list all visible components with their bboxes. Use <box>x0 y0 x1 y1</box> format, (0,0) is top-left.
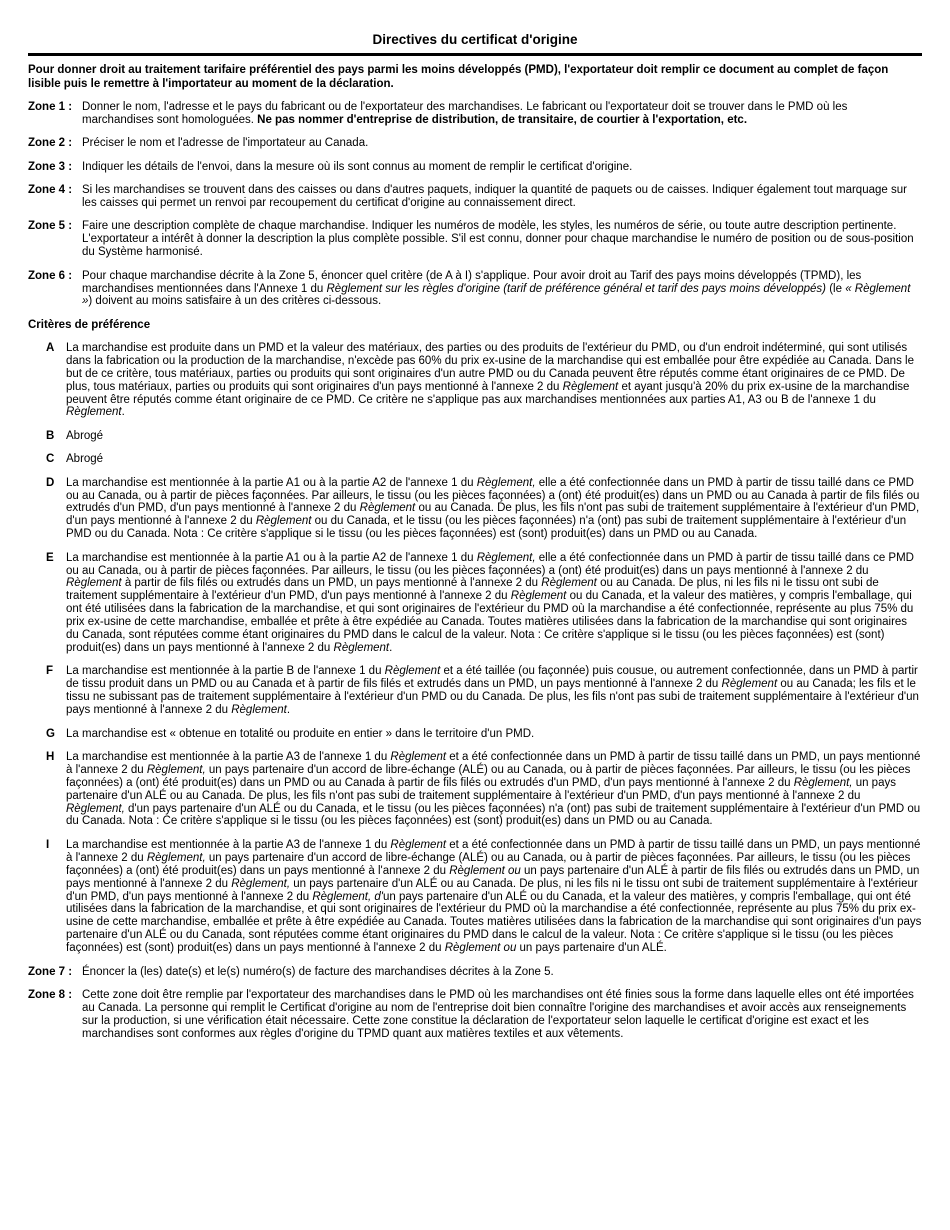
criterion-label: B <box>46 429 55 442</box>
page-title: Directives du certificat d'origine <box>372 32 578 47</box>
criterion-text: La marchandise est mentionnée à la partie A3 de l'annexe 1 du Règlement et a été confectionnée dans un PMD à partir de tissu taillé dans un PMD, un pays mentionné à l'annexe 2 du Règlement, un pays partenaire d'un accord de libre-échange (ALÉ) ou au Canada, ou à partir de pièces façonnées. Par ailleurs, le tissu (ou les pièces façonnées) a (ont) été produit(es) dans un pays mentionné à l'annexe 2 du Règlement ou un pays partenaire d'un ALÉ à partir de fils filés ou extrudés dans un PMD, un pays mentionné à l'annexe 2 du Règlement, un pays partenaire d'un ALÉ ou au Canada. De plus, ni les fils ni le tissu ont subi de traitement supplémentaire à l'extérieur d'un PMD, d'un pays mentionné à l'annexe 2 du Règlement, d'un pays partenaire d'un ALÉ ou du Canada, et la valeur des matières, y compris l'emballage, qui ont été utilisées dans la fabrication de la marchandise, et qui sont originaires de l'extérieur du PMD où la marchandise a été confectionnée, représente au plus 75% du prix ex-usine de cette marchandise, emballée et prête à être expédiée au Canada. Toutes matières utilisées dans la fabrication de la marchandise qui sont originaires d'un pays partenaire d'un ALÉ ou du Canada, sont réputées comme étant originaires du PMD dans le calcul de la valeur. Nota : Ce critère s'applique si le tissu (ou les pièces façonnées) est (sont) produit(es) dans un pays mentionné à l'annexe 2 du Règlement ou un pays partenaire d'un ALÉ. <box>66 838 922 955</box>
criterion-text: Abrogé <box>66 429 104 442</box>
criterion-label: I <box>46 838 50 851</box>
zone-text: Si les marchandises se trouvent dans des caisses ou dans d'autres paquets, indiquer la quantité de paquets ou de caisses. Indiquer également tout marquage sur les caisses qui permet un renvoi par recoupement du certificat d'origine au connaissement direct. <box>82 184 907 210</box>
criterion-b <box>46 430 922 443</box>
criterion-label: H <box>46 750 55 763</box>
zone-label: Zone 7 : <box>28 965 73 978</box>
zone-6 <box>28 270 922 309</box>
zone-text: Donner le nom, l'adresse et le pays du fabricant ou de l'exportateur des marchandises. Le fabricant ou l'exportateur doit se trouver dans le PMD où les marchandises sont homologuées. Ne pas nommer d'entreprise de distribution, de transitaire, de courtier à l'exportation, etc. <box>82 101 848 126</box>
zone-8 <box>28 989 922 1041</box>
zone-label: Zone 2 : <box>28 137 73 150</box>
zone-text: Préciser le nom et l'adresse de l'importateur au Canada. <box>82 137 369 150</box>
title-rule <box>28 53 922 56</box>
zone-4 <box>28 184 922 210</box>
criterion-text: La marchandise est mentionnée à la partie A3 de l'annexe 1 du Règlement et a été confectionnée dans un PMD à partir de tissu taillé dans un PMD, un pays mentionné à l'annexe 2 du Règlement, un pays partenaire d'un accord de libre-échange (ALÉ) ou au Canada, ou à partir de pièces façonnées. Par ailleurs, le tissu (ou les pièces façonnées) a (ont) été produit(es) dans un PMD ou au Canada à partir de fils filés ou extrudés d'un PMD, d'un pays mentionné à l'annexe 2 du Règlement, un pays partenaire d'un ALÉ ou au Canada. De plus, les fils n'ont pas subi de traitement supplémentaire à l'extérieur d'un PMD, d'un pays mentionné à l'annexe 2 du Règlement, d'un pays partenaire d'un ALÉ ou du Canada, et le tissu (ou les pièces façonnées) n'a (ont) pas subi de traitement supplémentaire à l'extérieur d'un PMD ou du Canada. Nota : Ce critère s'applique si le tissu (ou les pièces façonnées) est (sont) produit(es) dans un PMD ou au Canada. <box>66 750 921 828</box>
zone-text: Pour chaque marchandise décrite à la Zone 5, énoncer quel critère (de A à I) s'applique. Pour avoir droit au Tarif des pays moins développés (TPMD), les marchandises mentionnées dans l'Annexe 1 du Règlement sur les règles d'origine (tarif de préférence général et tarif des pays moins développés) (le « Règlement ») doivent au moins satisfaire à un des critères ci-dessous. <box>82 269 911 308</box>
zone-7 <box>28 966 922 979</box>
intro-paragraph: Pour donner droit au traitement tarifaire préférentiel des pays parmi les moins développés (PMD), l'exportateur doit remplir ce document au complet de façon lisible puis le remettre à l'importateur au moment de la déclaration. <box>28 64 889 90</box>
criterion-g <box>46 728 922 741</box>
zone-text: Indiquer les détails de l'envoi, dans la mesure où ils sont connus au moment de remplir le certificat d'origine. <box>82 160 633 173</box>
zone-text: Cette zone doit être remplie par l'exportateur des marchandises dans le PMD où les marchandises ont été finies sous la forme dans laquelle elles ont été importées au Canada. La personne qui remplit le Certificat d'origine au nom de l'entreprise doit bien connaître l'origine des marchandises et avoir accès aux renseignements sur la production, si une vérification était nécessaire. Cette zone constitue la déclaration de l'exportateur selon laquelle le certificat d'origine est exact et les marchandises sont conformes aux règles d'origine du TPMD quant aux matières textiles et aux vêtements. <box>82 988 914 1040</box>
criterion-label: F <box>46 665 54 678</box>
criterion-f <box>46 665 922 717</box>
zone-1 <box>28 101 922 127</box>
criteria-heading: Critères de préférence <box>28 318 151 331</box>
criterion-i <box>46 839 922 955</box>
criterion-text: La marchandise est mentionnée à la partie A1 ou à la partie A2 de l'annexe 1 du Règlement, elle a été confectionnée dans un PMD à partir de tissu taillé dans ce PMD ou au Canada, ou à partir de pièces façonnées. Par ailleurs, le tissu (ou les pièces façonnées) a (ont) été produit(es) dans un pays mentionné à l'annexe 2 du Règlement à partir de fils filés ou extrudés dans un PMD, un pays mentionné à l'annexe 2 du Règlement ou au Canada. De plus, ni les fils ni le tissu ont subi de traitement supplémentaire à l'extérieur d'un PMD, d'un pays mentionné à l'annexe 2 du Règlement ou du Canada, et la valeur des matières, y compris l'emballage, qui ont été utilisées dans la fabrication de la marchandise, et qui sont originaires de l'extérieur du PMD où la marchandise a été confectionnée, représente au plus 75% du prix ex-usine de cette marchandise, emballée et prête à être expédiée au Canada. Toutes matières utilisées dans la fabrication de la marchandise qui sont originaires du Canada, sont réputées comme étant originaires du PMD dans le calcul de la valeur. Nota : Ce critère s'applique si le tissu (ou les pièces façonnées) est (sont) produit(es) dans un pays mentionné à l'annexe 2 du Règlement. <box>66 551 914 654</box>
zone-3 <box>28 161 922 174</box>
criterion-e <box>46 552 922 655</box>
criterion-text: La marchandise est mentionnée à la partie B de l'annexe 1 du Règlement et a été taillée (ou façonnée) puis cousue, ou autrement confectionnée, dans un PMD à partir de tissu produit dans un PMD ou au Canada et à partir de fils filés et extrudés dans un PMD, un pays mentionné à l'annexe 2 du Règlement ou au Canada; les fils et le tissu ne subissant pas de traitement supplémentaire à l'extérieur d'un PMD ou du Canada. De plus, les fils n'ont pas subi de traitement supplémentaire à l'extérieur d'un pays mentionné à l'annexe 2 du Règlement. <box>66 665 919 717</box>
zone-text: Faire une description complète de chaque marchandise. Indiquer les numéros de modèle, les styles, les numéros de série, ou toute autre description pertinente. L'exportateur a intérêt à donner la description la plus complète possible. S'il est connu, donner pour chaque marchandise le numéro de position ou de sous-position du Système harmonisé. <box>82 220 914 259</box>
criterion-a <box>46 342 922 419</box>
zone-label: Zone 1 : <box>28 101 73 113</box>
criterion-d <box>46 477 922 542</box>
criterion-label: G <box>46 727 55 740</box>
criterion-h <box>46 751 922 828</box>
criterion-label: C <box>46 453 55 466</box>
zone-text: Énoncer la (les) date(s) et le(s) numéro(s) de facture des marchandises décrites à la Zone 5. <box>82 965 554 978</box>
zone-label: Zone 6 : <box>28 269 73 282</box>
criterion-text: La marchandise est mentionnée à la partie A1 ou à la partie A2 de l'annexe 1 du Règlement, elle a été confectionnée dans un PMD à partir de tissu taillé dans ce PMD ou au Canada, ou à partir de pièces façonnées. Par ailleurs, le tissu (ou les pièces façonnées) a (ont) été produit(es) dans un PMD ou au Canada à partir de fils filés ou extrudés d'un PMD, d'un pays mentionné à l'annexe 2 du Règlement ou au Canada. De plus, les fils n'ont pas subi de traitement supplémentaire à l'extérieur d'un PMD, d'un pays mentionné à l'annexe 2 du Règlement ou du Canada, et le tissu (ou les pièces façonnées) n'a (ont) pas subi de traitement supplémentaire à l'extérieur d'un PMD ou du Canada. Nota : Ce critère s'applique si le tissu (ou les pièces façonnées) est (sont) produit(es) dans un PMD ou au Canada. <box>66 476 920 541</box>
criterion-c <box>46 453 922 466</box>
zone-label: Zone 8 : <box>28 988 73 1001</box>
criterion-label: A <box>46 341 55 354</box>
criterion-text: La marchandise est produite dans un PMD et la valeur des matériaux, des parties ou des produits de l'extérieur du PMD, ou d'un endroit indéterminé, qui sont utilisés dans la fabrication ou la production de la marchandise, n'excède pas 60% du prix ex-usine de la marchandise qui est emballée pour être expédiée au Canada. Dans le but de ce critère, tous matériaux, parties ou produits qui sont originaires d'un autre PMD ou du Canada peuvent être réputés comme étant originaires de ce PMD. De plus, tous matériaux, parties ou produits qui sont originaires d'un pays mentionné à l'annexe 2 du Règlement et ayant jusqu'à 20% du prix ex-usine de la marchandise peuvent être réputés comme étant originaire de ce PMD. Ce critère ne s'applique pas aux marchandises mentionnées aux parties A1, A3 ou B de l'annexe 1 du Règlement. <box>66 341 914 419</box>
zone-label: Zone 4 : <box>28 184 73 197</box>
zone-5 <box>28 220 922 259</box>
criterion-text: La marchandise est « obtenue en totalité ou produite en entier » dans le territoire d'un PMD. <box>66 727 535 740</box>
zone-label: Zone 3 : <box>28 160 73 173</box>
criterion-label: E <box>46 551 54 564</box>
zone-label: Zone 5 : <box>28 220 73 233</box>
criterion-text: Abrogé <box>66 453 104 466</box>
zone-2 <box>28 137 922 150</box>
criterion-label: D <box>46 476 55 489</box>
